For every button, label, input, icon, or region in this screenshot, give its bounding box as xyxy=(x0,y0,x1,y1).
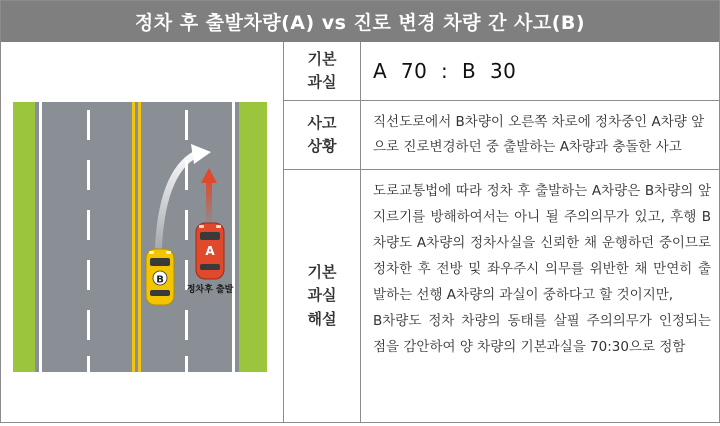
center-line-1 xyxy=(132,102,135,372)
content-cell-base-fault xyxy=(361,42,719,101)
accident-diagram xyxy=(1,42,283,422)
car-a-caption: 정차후 출발 xyxy=(186,285,234,295)
car-a xyxy=(196,223,224,279)
explanation-paragraph: B차량도 정차 차량의 동태를 살필 주의의무가 인정되는 점을 감안하여 양 차량의 기본과실을 70:30으로 정함 xyxy=(373,313,711,355)
car-b-label: B xyxy=(156,274,164,286)
content-cell-explanation xyxy=(361,170,719,422)
car-a-path xyxy=(206,182,212,222)
explanation-text xyxy=(361,170,719,360)
content-cell-situation xyxy=(361,101,719,170)
label-explanation: 기본 과실 해설 xyxy=(307,263,337,328)
road-edge-right xyxy=(232,102,235,372)
label-cell-situation xyxy=(284,101,361,170)
center-line-2 xyxy=(138,102,141,372)
fault-ratio: A 70 : B 30 xyxy=(373,59,517,83)
explanation-paragraph: 도로교통법에 따라 정차 후 출발하는 A차량은 B차량의 앞지르기를 방해하여서는 아니 될 주의의무가 있고, 후행 B차량도 A차량의 정차사실을 신뢰한 채 운행하던 중이므로 정차한 후 전방 및 좌우주시 의무를 위반한 채 만연히 출발하는 선행 A차량의 과실이 중하다고 할 것이지만, xyxy=(373,183,711,303)
road-edge-left xyxy=(39,102,42,372)
label-base-fault: 기본 과실 xyxy=(307,49,337,91)
car-b xyxy=(146,249,174,305)
grass-right xyxy=(239,102,267,372)
label-situation: 사고 상황 xyxy=(307,113,337,155)
label-cell-explanation xyxy=(284,170,361,422)
grass-left xyxy=(13,102,35,372)
situation-text: 직선도로에서 B차량이 오른쪽 차로에 정차중인 A차량 앞으로 진로변경하던 중 출발하는 A차량과 충돌한 사고 xyxy=(373,114,705,155)
accident-diagram-panel xyxy=(1,42,284,422)
car-a-label: A xyxy=(205,244,215,258)
page-title: 정차 후 출발차량(A) vs 진로 변경 차량 간 사고(B) xyxy=(1,1,719,42)
label-cell-base-fault xyxy=(284,42,361,101)
